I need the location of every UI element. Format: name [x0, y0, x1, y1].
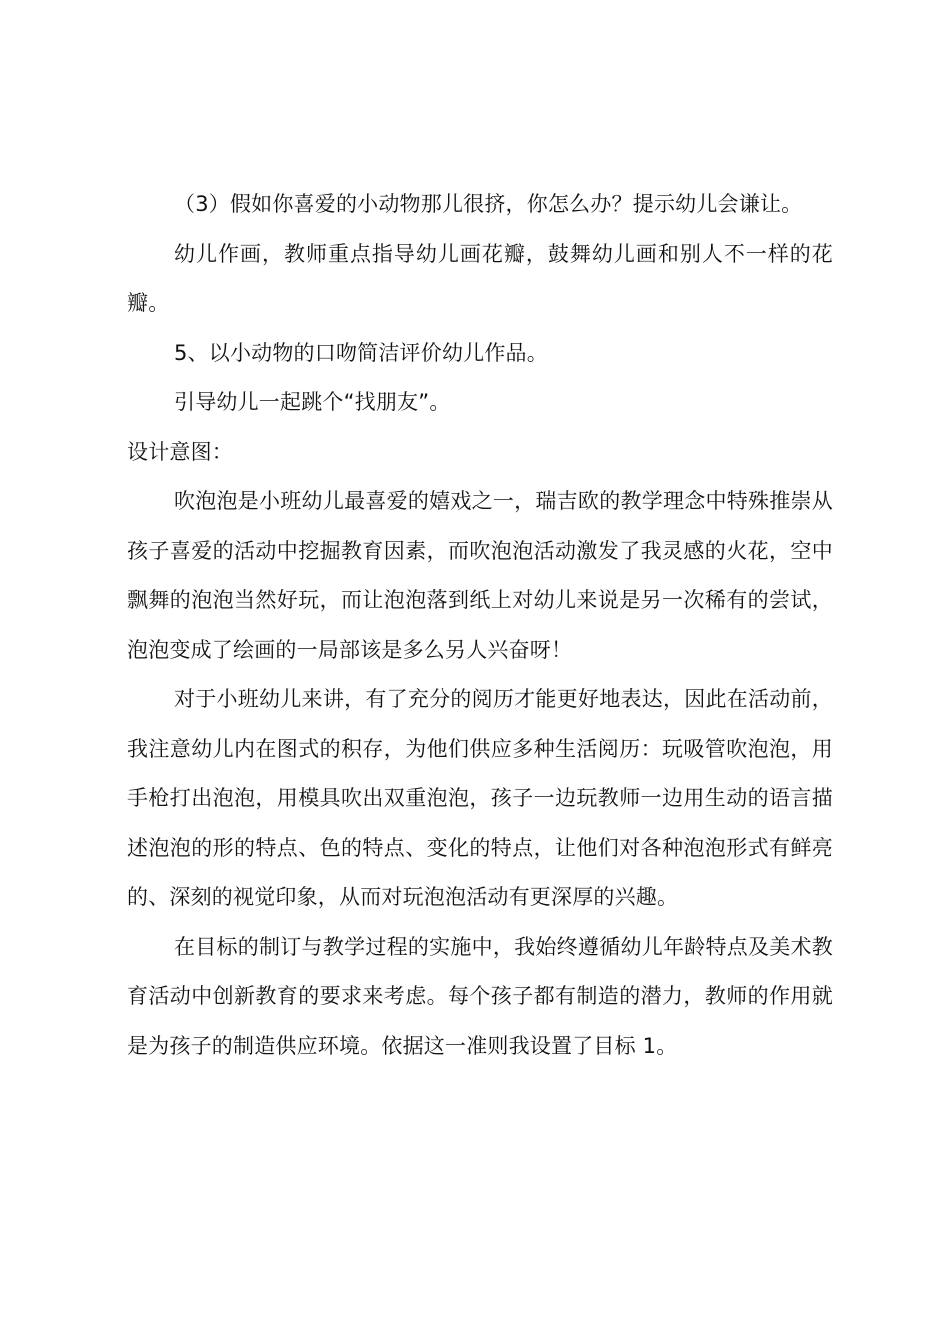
paragraph-step-5: 5、以小动物的口吻简洁评价幼儿作品。	[174, 340, 548, 365]
document-body	[127, 180, 833, 1071]
paragraph-step-3: （3）假如你喜爱的小动物那儿很挤，你怎么办？提示幼儿会谦让。	[174, 192, 803, 216]
paragraph-goals: 在目标的制订与教学过程的实施中，我始终遵循幼儿年龄特点及美术教育活动中创新教育的要求来考虑。每个孩子都有制造的潜力，教师的作用就是为孩子的制造供应环境。依据这一准则我设置了目标 1。	[127, 934, 833, 1058]
paragraph-drawing-guidance: 幼儿作画，教师重点指导幼儿画花瓣，鼓舞幼儿画和别人不一样的花瓣。	[127, 241, 833, 315]
paragraph-bubble-intro: 吹泡泡是小班幼儿最喜爱的嬉戏之一，瑞吉欧的教学理念中特殊推崇从孩子喜爱的活动中挖掘教育因素，而吹泡泡活动激发了我灵感的火花，空中飘舞的泡泡当然好玩，而让泡泡落到纸上对幼儿来说是另一次稀有的尝试，泡泡变成了绘画的一局部该是多么另人兴奋呀！	[127, 489, 833, 662]
paragraph-find-friends: 引导幼儿一起跳个“找朋友”。	[174, 390, 451, 414]
paragraph-experience: 对于小班幼儿来讲，有了充分的阅历才能更好地表达，因此在活动前，我注意幼儿内在图式的积存，为他们供应多种生活阅历：玩吸管吹泡泡，用手枪打出泡泡，用模具吹出双重泡泡，孩子一边玩教师一边用生动的语言描述泡泡的形的特点、色的特点、变化的特点，让他们对各种泡泡形式有鲜亮的、深刻的视觉印象，从而对玩泡泡活动有更深厚的兴趣。	[127, 687, 833, 909]
section-heading-design-intent: 设计意图：	[127, 439, 233, 464]
